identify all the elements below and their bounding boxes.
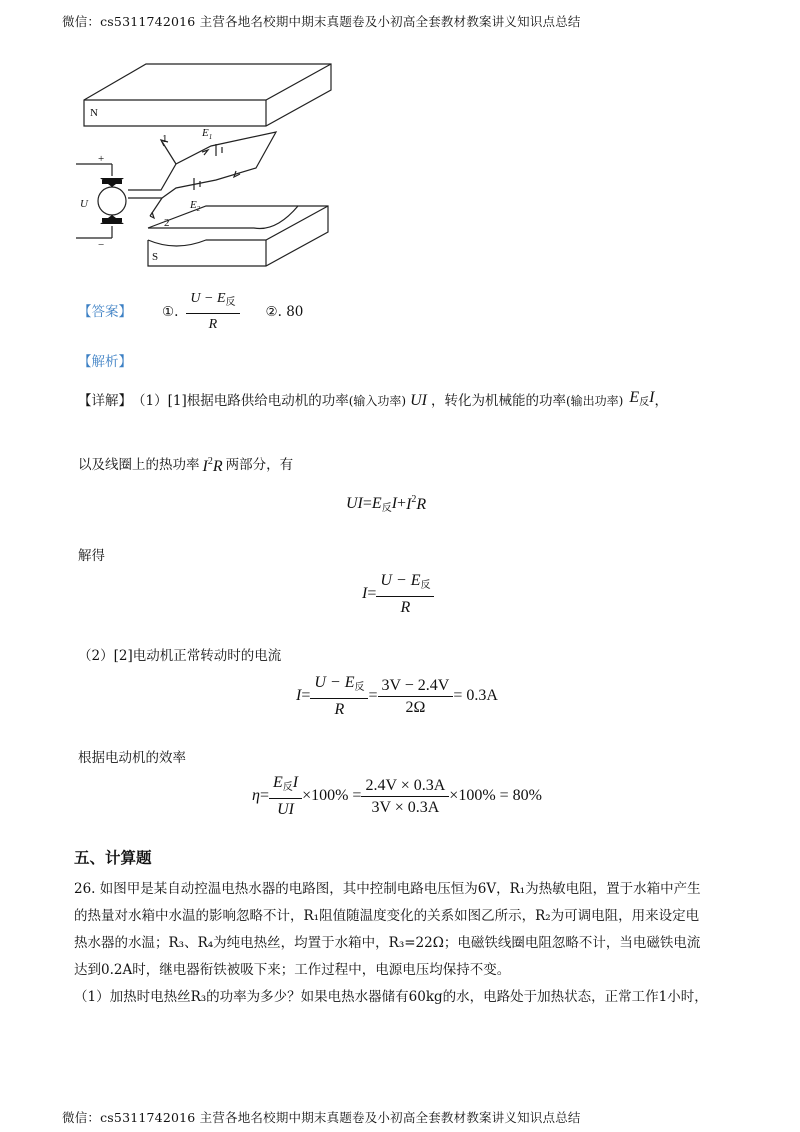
ui-term: UI — [410, 391, 427, 409]
part2-text: （2）[2]电动机正常转动时的电流 — [78, 648, 282, 664]
label-2: 2 — [164, 217, 170, 229]
equation-current-value: I = $\frac{U - E_反}{R}$ = $\frac{3V - 2.4V}{2\Omega}$ = 0.3A — [296, 674, 498, 718]
equation-current-formula: I = $\frac{U - E_反}{R}$ — [362, 570, 434, 618]
header-watermark: 微信：cs5311742016 主营各地名校期中期末真题卷及小初高全套教材教案讲义知识点总结 — [62, 14, 581, 29]
question-26 — [74, 876, 754, 1011]
s-pole-magnet — [148, 206, 328, 266]
efficiency-label: 根据电动机的效率 — [78, 750, 186, 766]
equation-efficiency: η = $\frac{E_反I}{UI}$ ×100% = $\frac{2.4V \times 0.3A}{3V \times 0.3A}$ ×100% = 80% — [252, 774, 542, 818]
detail-line-1 — [78, 388, 668, 413]
n-pole-magnet — [84, 64, 331, 126]
solve-label: 解得 — [78, 548, 105, 564]
i2r-term: $I^2R$ — [202, 456, 223, 475]
label-n: N — [90, 107, 98, 119]
detail-comma: ， — [654, 392, 668, 409]
q26-line-2: 的热量对水箱中水温的影响忽略不计，R₁阻值随温度变化的关系如图乙所示，R₂为可调电阻，用来设定电 — [74, 908, 700, 924]
label-plus: + — [98, 153, 105, 165]
answer-line — [78, 288, 303, 335]
answer-fraction: $\frac{U - E_反}{R}$ — [186, 288, 239, 335]
input-power-note: (输入功率) — [348, 393, 407, 408]
detail-text-2a: 以及线圈上的热功率 — [78, 456, 200, 473]
output-power-note: (输出功率) — [565, 393, 624, 408]
e-fan-i-term: $E_反I$ — [629, 389, 655, 408]
label-1: 1 — [162, 133, 168, 145]
detail-text-1b: ，转化为机械能的功率 — [430, 392, 566, 409]
label-u: U — [80, 198, 88, 210]
q26-line-4: 达到0.2A时，继电器衔铁被吸下来；工作过程中，电源电压均保持不变。 — [74, 962, 511, 978]
answer-tag: 【答案】 — [78, 303, 132, 320]
q26-line-3: 热水器的水温；R₃、R₄为纯电热丝，均置于水箱中，R₃=22Ω；电磁铁线圈电阻忽略不计，当电磁铁电流 — [74, 935, 701, 951]
label-minus: − — [98, 239, 105, 251]
motor-figure — [66, 56, 346, 272]
label-e2: $E_2$ — [190, 199, 201, 213]
footer-watermark: 微信：cs5311742016 主营各地名校期中期末真题卷及小初高全套教材教案讲义知识点总结 — [62, 1110, 581, 1125]
detail-text-2b: 两部分，有 — [225, 456, 294, 473]
section-title: 五、计算题 — [74, 848, 152, 867]
label-e1: $E_1$ — [202, 127, 213, 141]
q26-line-1: 26. 如图甲是某自动控温电热水器的电路图，其中控制电路电压恒为6V，R₁为热敏电阻，置于水箱中产生 — [74, 881, 701, 897]
analysis-tag: 【解析】 — [78, 354, 132, 370]
label-s: S — [152, 251, 159, 263]
answer-part1-marker: ①. — [162, 303, 179, 320]
q26-line-5: （1）加热时电热丝R₃的功率为多少？如果电热水器储有60kg的水，电路处于加热状态，正常工作1小时， — [74, 989, 708, 1005]
detail-line-2 — [78, 452, 293, 477]
equation-power-balance: UI = $E_反I$ + $I^2R$ — [346, 494, 427, 514]
detail-text-1a: （1）[1]根据电路供给电动机的功率 — [132, 392, 349, 409]
answer-part2: ②. 80 — [265, 303, 304, 320]
detail-tag: 【详解】 — [78, 392, 132, 409]
